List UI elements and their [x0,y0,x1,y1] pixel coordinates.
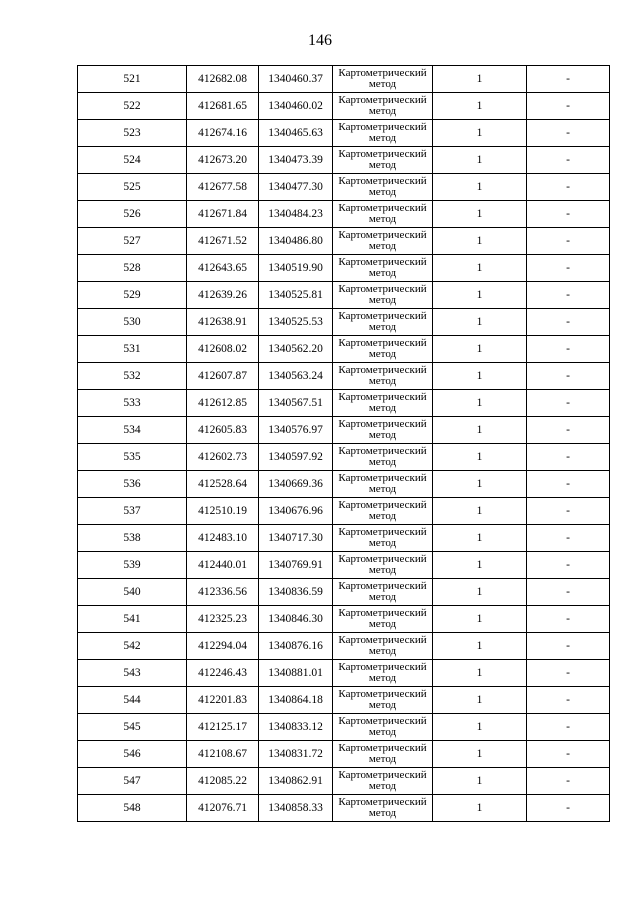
description-cell: - [527,525,610,552]
accuracy-cell: 1 [433,525,527,552]
table-row [78,255,610,282]
description-cell: - [527,66,610,93]
point-number-cell: 530 [78,309,187,336]
method-cell: Картометрический метод [333,174,433,201]
point-number-cell: 542 [78,633,187,660]
point-number-cell: 546 [78,741,187,768]
y-coordinate-cell: 1340519.90 [259,255,333,282]
x-coordinate-cell: 412440.01 [187,552,259,579]
x-coordinate-cell: 412674.16 [187,120,259,147]
description-cell: - [527,336,610,363]
accuracy-cell: 1 [433,201,527,228]
table-row [78,768,610,795]
description-cell: - [527,282,610,309]
method-cell: Картометрический метод [333,687,433,714]
y-coordinate-cell: 1340669.36 [259,471,333,498]
description-cell: - [527,714,610,741]
x-coordinate-cell: 412108.67 [187,741,259,768]
x-coordinate-cell: 412677.58 [187,174,259,201]
method-cell: Картометрический метод [333,498,433,525]
x-coordinate-cell: 412483.10 [187,525,259,552]
y-coordinate-cell: 1340858.33 [259,795,333,822]
x-coordinate-cell: 412671.84 [187,201,259,228]
method-cell: Картометрический метод [333,444,433,471]
accuracy-cell: 1 [433,633,527,660]
table-row [78,660,610,687]
x-coordinate-cell: 412076.71 [187,795,259,822]
y-coordinate-cell: 1340525.53 [259,309,333,336]
description-cell: - [527,147,610,174]
point-number-cell: 544 [78,687,187,714]
accuracy-cell: 1 [433,93,527,120]
table-row [78,579,610,606]
point-number-cell: 521 [78,66,187,93]
table-row [78,336,610,363]
method-cell: Картометрический метод [333,660,433,687]
y-coordinate-cell: 1340769.91 [259,552,333,579]
method-cell: Картометрический метод [333,255,433,282]
accuracy-cell: 1 [433,714,527,741]
accuracy-cell: 1 [433,579,527,606]
method-cell: Картометрический метод [333,282,433,309]
point-number-cell: 522 [78,93,187,120]
table-row [78,687,610,714]
x-coordinate-cell: 412085.22 [187,768,259,795]
point-number-cell: 532 [78,363,187,390]
accuracy-cell: 1 [433,147,527,174]
accuracy-cell: 1 [433,552,527,579]
accuracy-cell: 1 [433,687,527,714]
point-number-cell: 527 [78,228,187,255]
description-cell: - [527,174,610,201]
description-cell: - [527,93,610,120]
table-row [78,741,610,768]
method-cell: Картометрический метод [333,579,433,606]
point-number-cell: 538 [78,525,187,552]
table-row [78,228,610,255]
y-coordinate-cell: 1340876.16 [259,633,333,660]
x-coordinate-cell: 412336.56 [187,579,259,606]
description-cell: - [527,552,610,579]
description-cell: - [527,228,610,255]
description-cell: - [527,660,610,687]
method-cell: Картометрический метод [333,336,433,363]
x-coordinate-cell: 412682.08 [187,66,259,93]
y-coordinate-cell: 1340846.30 [259,606,333,633]
table-row [78,633,610,660]
x-coordinate-cell: 412125.17 [187,714,259,741]
x-coordinate-cell: 412671.52 [187,228,259,255]
table-row [78,498,610,525]
accuracy-cell: 1 [433,390,527,417]
accuracy-cell: 1 [433,255,527,282]
accuracy-cell: 1 [433,336,527,363]
description-cell: - [527,390,610,417]
table-row [78,174,610,201]
y-coordinate-cell: 1340864.18 [259,687,333,714]
description-cell: - [527,498,610,525]
table-row [78,714,610,741]
method-cell: Картометрический метод [333,471,433,498]
y-coordinate-cell: 1340525.81 [259,282,333,309]
method-cell: Картометрический метод [333,741,433,768]
point-number-cell: 528 [78,255,187,282]
y-coordinate-cell: 1340833.12 [259,714,333,741]
x-coordinate-cell: 412673.20 [187,147,259,174]
y-coordinate-cell: 1340473.39 [259,147,333,174]
accuracy-cell: 1 [433,795,527,822]
description-cell: - [527,471,610,498]
accuracy-cell: 1 [433,606,527,633]
point-number-cell: 537 [78,498,187,525]
table-row [78,309,610,336]
description-cell: - [527,255,610,282]
description-cell: - [527,633,610,660]
accuracy-cell: 1 [433,66,527,93]
point-number-cell: 547 [78,768,187,795]
method-cell: Картометрический метод [333,309,433,336]
description-cell: - [527,579,610,606]
method-cell: Картометрический метод [333,363,433,390]
point-number-cell: 548 [78,795,187,822]
y-coordinate-cell: 1340576.97 [259,417,333,444]
table-row [78,417,610,444]
x-coordinate-cell: 412602.73 [187,444,259,471]
point-number-cell: 545 [78,714,187,741]
method-cell: Картометрический метод [333,417,433,444]
y-coordinate-cell: 1340562.20 [259,336,333,363]
y-coordinate-cell: 1340717.30 [259,525,333,552]
table-row [78,93,610,120]
method-cell: Картометрический метод [333,201,433,228]
y-coordinate-cell: 1340484.23 [259,201,333,228]
accuracy-cell: 1 [433,363,527,390]
table-row [78,390,610,417]
table-row [78,471,610,498]
coordinates-table-body [78,66,610,822]
y-coordinate-cell: 1340567.51 [259,390,333,417]
x-coordinate-cell: 412294.04 [187,633,259,660]
description-cell: - [527,201,610,228]
point-number-cell: 540 [78,579,187,606]
y-coordinate-cell: 1340460.02 [259,93,333,120]
description-cell: - [527,417,610,444]
description-cell: - [527,606,610,633]
table-row [78,525,610,552]
method-cell: Картометрический метод [333,93,433,120]
accuracy-cell: 1 [433,471,527,498]
table-row [78,444,610,471]
x-coordinate-cell: 412681.65 [187,93,259,120]
accuracy-cell: 1 [433,120,527,147]
point-number-cell: 531 [78,336,187,363]
y-coordinate-cell: 1340676.96 [259,498,333,525]
accuracy-cell: 1 [433,498,527,525]
point-number-cell: 523 [78,120,187,147]
y-coordinate-cell: 1340477.30 [259,174,333,201]
accuracy-cell: 1 [433,309,527,336]
table-row [78,552,610,579]
point-number-cell: 533 [78,390,187,417]
method-cell: Картометрический метод [333,228,433,255]
point-number-cell: 526 [78,201,187,228]
y-coordinate-cell: 1340563.24 [259,363,333,390]
method-cell: Картометрический метод [333,66,433,93]
y-coordinate-cell: 1340836.59 [259,579,333,606]
point-number-cell: 529 [78,282,187,309]
accuracy-cell: 1 [433,174,527,201]
table-row [78,120,610,147]
method-cell: Картометрический метод [333,120,433,147]
accuracy-cell: 1 [433,660,527,687]
description-cell: - [527,768,610,795]
method-cell: Картометрический метод [333,606,433,633]
method-cell: Картометрический метод [333,795,433,822]
x-coordinate-cell: 412201.83 [187,687,259,714]
description-cell: - [527,363,610,390]
y-coordinate-cell: 1340465.63 [259,120,333,147]
y-coordinate-cell: 1340597.92 [259,444,333,471]
y-coordinate-cell: 1340881.01 [259,660,333,687]
table-row [78,201,610,228]
method-cell: Картометрический метод [333,768,433,795]
point-number-cell: 536 [78,471,187,498]
description-cell: - [527,687,610,714]
x-coordinate-cell: 412643.65 [187,255,259,282]
description-cell: - [527,120,610,147]
point-number-cell: 543 [78,660,187,687]
method-cell: Картометрический метод [333,525,433,552]
x-coordinate-cell: 412246.43 [187,660,259,687]
method-cell: Картометрический метод [333,552,433,579]
table-row [78,147,610,174]
accuracy-cell: 1 [433,417,527,444]
point-number-cell: 539 [78,552,187,579]
point-number-cell: 525 [78,174,187,201]
x-coordinate-cell: 412605.83 [187,417,259,444]
description-cell: - [527,741,610,768]
method-cell: Картометрический метод [333,147,433,174]
accuracy-cell: 1 [433,228,527,255]
table-row [78,606,610,633]
x-coordinate-cell: 412612.85 [187,390,259,417]
table-row [78,66,610,93]
coordinates-table [77,65,610,822]
point-number-cell: 534 [78,417,187,444]
x-coordinate-cell: 412639.26 [187,282,259,309]
method-cell: Картометрический метод [333,633,433,660]
point-number-cell: 541 [78,606,187,633]
description-cell: - [527,309,610,336]
x-coordinate-cell: 412607.87 [187,363,259,390]
y-coordinate-cell: 1340486.80 [259,228,333,255]
point-number-cell: 524 [78,147,187,174]
method-cell: Картометрический метод [333,390,433,417]
y-coordinate-cell: 1340831.72 [259,741,333,768]
description-cell: - [527,795,610,822]
x-coordinate-cell: 412608.02 [187,336,259,363]
accuracy-cell: 1 [433,282,527,309]
accuracy-cell: 1 [433,741,527,768]
y-coordinate-cell: 1340460.37 [259,66,333,93]
table-row [78,363,610,390]
x-coordinate-cell: 412638.91 [187,309,259,336]
accuracy-cell: 1 [433,768,527,795]
page-number: 146 [308,32,332,49]
y-coordinate-cell: 1340862.91 [259,768,333,795]
x-coordinate-cell: 412528.64 [187,471,259,498]
x-coordinate-cell: 412325.23 [187,606,259,633]
table-row [78,282,610,309]
x-coordinate-cell: 412510.19 [187,498,259,525]
table-row [78,795,610,822]
method-cell: Картометрический метод [333,714,433,741]
description-cell: - [527,444,610,471]
point-number-cell: 535 [78,444,187,471]
accuracy-cell: 1 [433,444,527,471]
